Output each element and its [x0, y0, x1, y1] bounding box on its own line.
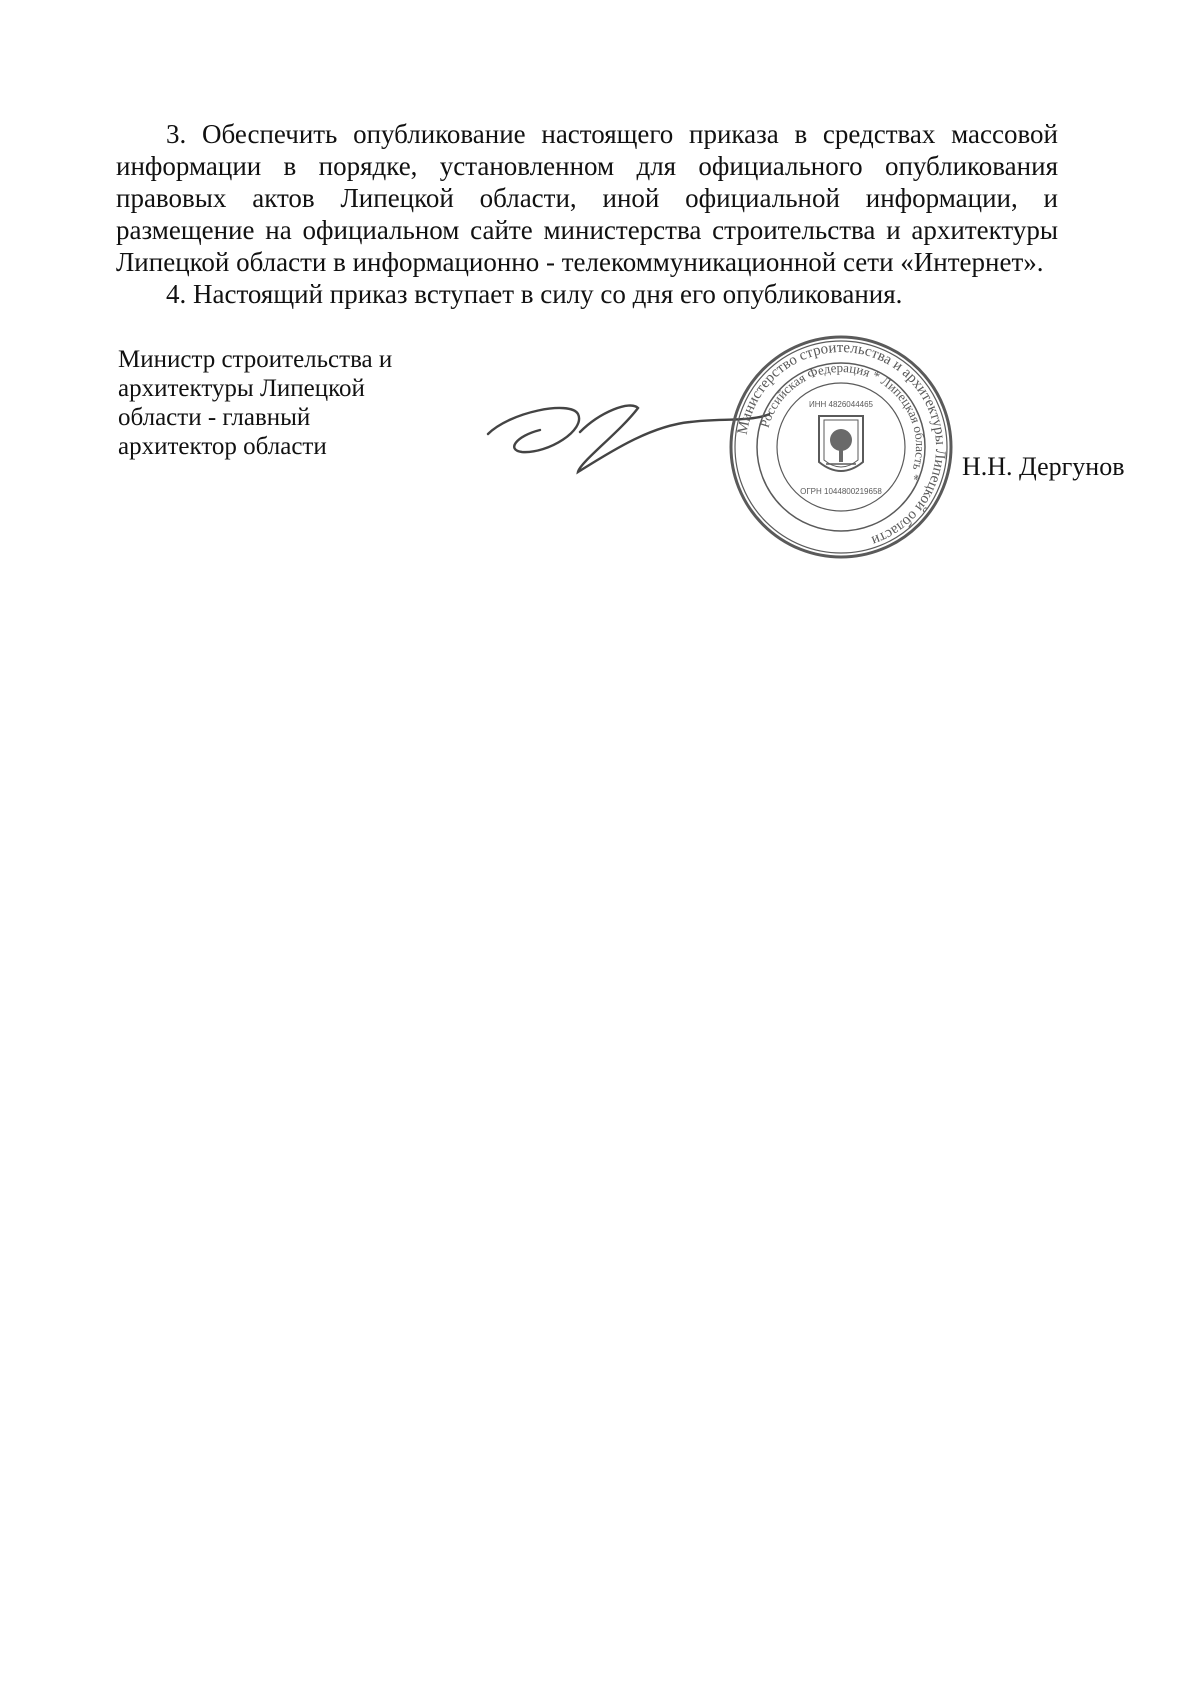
position-line: Министр строительства и — [118, 346, 393, 373]
signer-name: Н.Н. Дергунов — [962, 452, 1125, 481]
position-line: архитектор области — [118, 433, 327, 460]
official-seal — [726, 332, 956, 562]
svg-text:Российская Федерация * Липецка: Российская Федерация * Липецкая область * — [756, 359, 929, 483]
svg-text:ОГРН 1044800219658: ОГРН 1044800219658 — [800, 487, 882, 496]
svg-text:Министерство строительства и а: Министерство строительства и архитектуры Липецкой области — [734, 339, 949, 549]
handwritten-signature — [470, 392, 770, 482]
document-body — [116, 118, 1058, 310]
paragraph-3: 3. Обеспечить опубликование настоящего приказа в средствах массовой информации в порядке, установленном для официального опубликования правовых актов Липецкой области, иной официальной информации, и размещение на официальном сайте министерства строительства и архитектуры Липецкой области в информационно - телекоммуникационной сети «Интернет». — [116, 119, 1058, 277]
paragraph-4: 4. Настоящий приказ вступает в силу со дня его опубликования. — [166, 279, 903, 309]
signatory-position — [118, 345, 458, 461]
position-line: области - главный — [118, 404, 311, 431]
svg-text:ИНН 4826044465: ИНН 4826044465 — [808, 400, 874, 409]
position-line: архитектуры Липецкой — [118, 375, 365, 402]
